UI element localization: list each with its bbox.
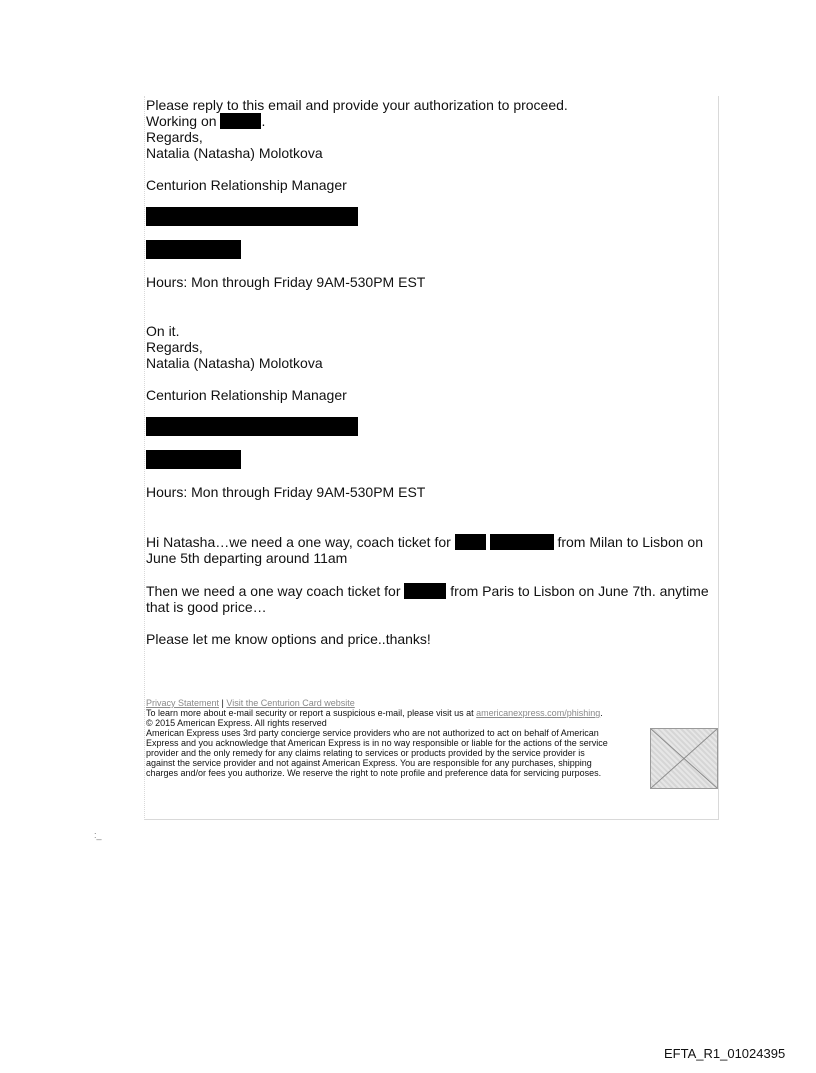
redaction-box (404, 583, 446, 599)
hours-2: Hours: Mon through Friday 9AM-530PM EST (146, 484, 426, 500)
reply-instruction: Please reply to this email and provide your authorization to proceed. (146, 97, 568, 113)
redaction-box (146, 417, 358, 436)
security-line: To learn more about e-mail security or report a suspicious e-mail, please visit us at americanexpress.com/phishing. (146, 708, 603, 718)
disclaimer-line-3: provider and the only remedy for any claims relating to services or products provided by the service provider is (146, 748, 585, 758)
security-text: To learn more about e-mail security or report a suspicious e-mail, please visit us at (146, 708, 474, 718)
broken-image-icon (650, 728, 718, 789)
request-text-d: from Paris to Lisbon on June 7th. anytime (450, 583, 709, 599)
hours-1: Hours: Mon through Friday 9AM-530PM EST (146, 274, 426, 290)
request-text-a: Hi Natasha…we need a one way, coach ticket for (146, 534, 451, 550)
sender-name-1: Natalia (Natasha) Molotkova (146, 145, 323, 161)
redaction-box (146, 450, 241, 469)
regards-1: Regards, (146, 129, 203, 145)
phishing-link[interactable]: americanexpress.com/phishing (476, 708, 601, 718)
sender-name-2: Natalia (Natasha) Molotkova (146, 355, 323, 371)
working-on-line (146, 113, 265, 129)
redaction-box (146, 207, 358, 226)
redaction-box (490, 534, 554, 550)
redaction-box (146, 240, 241, 259)
sender-title-1: Centurion Relationship Manager (146, 177, 347, 193)
redaction-box (455, 534, 486, 550)
copyright: © 2015 American Express. All rights reserved (146, 718, 327, 728)
request-text-c: Then we need a one way coach ticket for (146, 583, 401, 599)
disclaimer-line-2: Express and you acknowledge that American Express is in no way responsible or liable for the actions of the service (146, 738, 608, 748)
sender-title-2: Centurion Relationship Manager (146, 387, 347, 403)
regards-2: Regards, (146, 339, 203, 355)
privacy-statement-link[interactable]: Privacy Statement (146, 698, 220, 708)
disclaimer-line-5: charges and/or fees you authorize. We reserve the right to note profile and preference data for servicing purposes. (146, 768, 602, 778)
footer-separator: | (219, 698, 227, 708)
stray-mark: :_ (94, 830, 102, 840)
document-id: EFTA_R1_01024395 (664, 1046, 786, 1061)
on-it-line: On it. (146, 323, 180, 339)
request-line-5: Please let me know options and price..thanks! (146, 631, 431, 647)
redaction-box (220, 113, 261, 129)
request-line-2: June 5th departing around 11am (146, 550, 348, 566)
request-line-4: that is good price… (146, 599, 267, 615)
disclaimer-line-1: American Express uses 3rd party concierge service providers who are not authorized to act on behalf of American (146, 728, 599, 738)
request-line-1 (146, 534, 703, 550)
disclaimer-line-4: against the service provider and not against American Express. You are responsible for any purchases, shipping (146, 758, 592, 768)
request-text-b: from Milan to Lisbon on (557, 534, 703, 550)
working-on-prefix: Working on (146, 113, 217, 129)
request-line-3 (146, 583, 709, 599)
centurion-website-link[interactable]: Visit the Centurion Card website (226, 698, 355, 708)
working-on-suffix: . (261, 113, 266, 129)
